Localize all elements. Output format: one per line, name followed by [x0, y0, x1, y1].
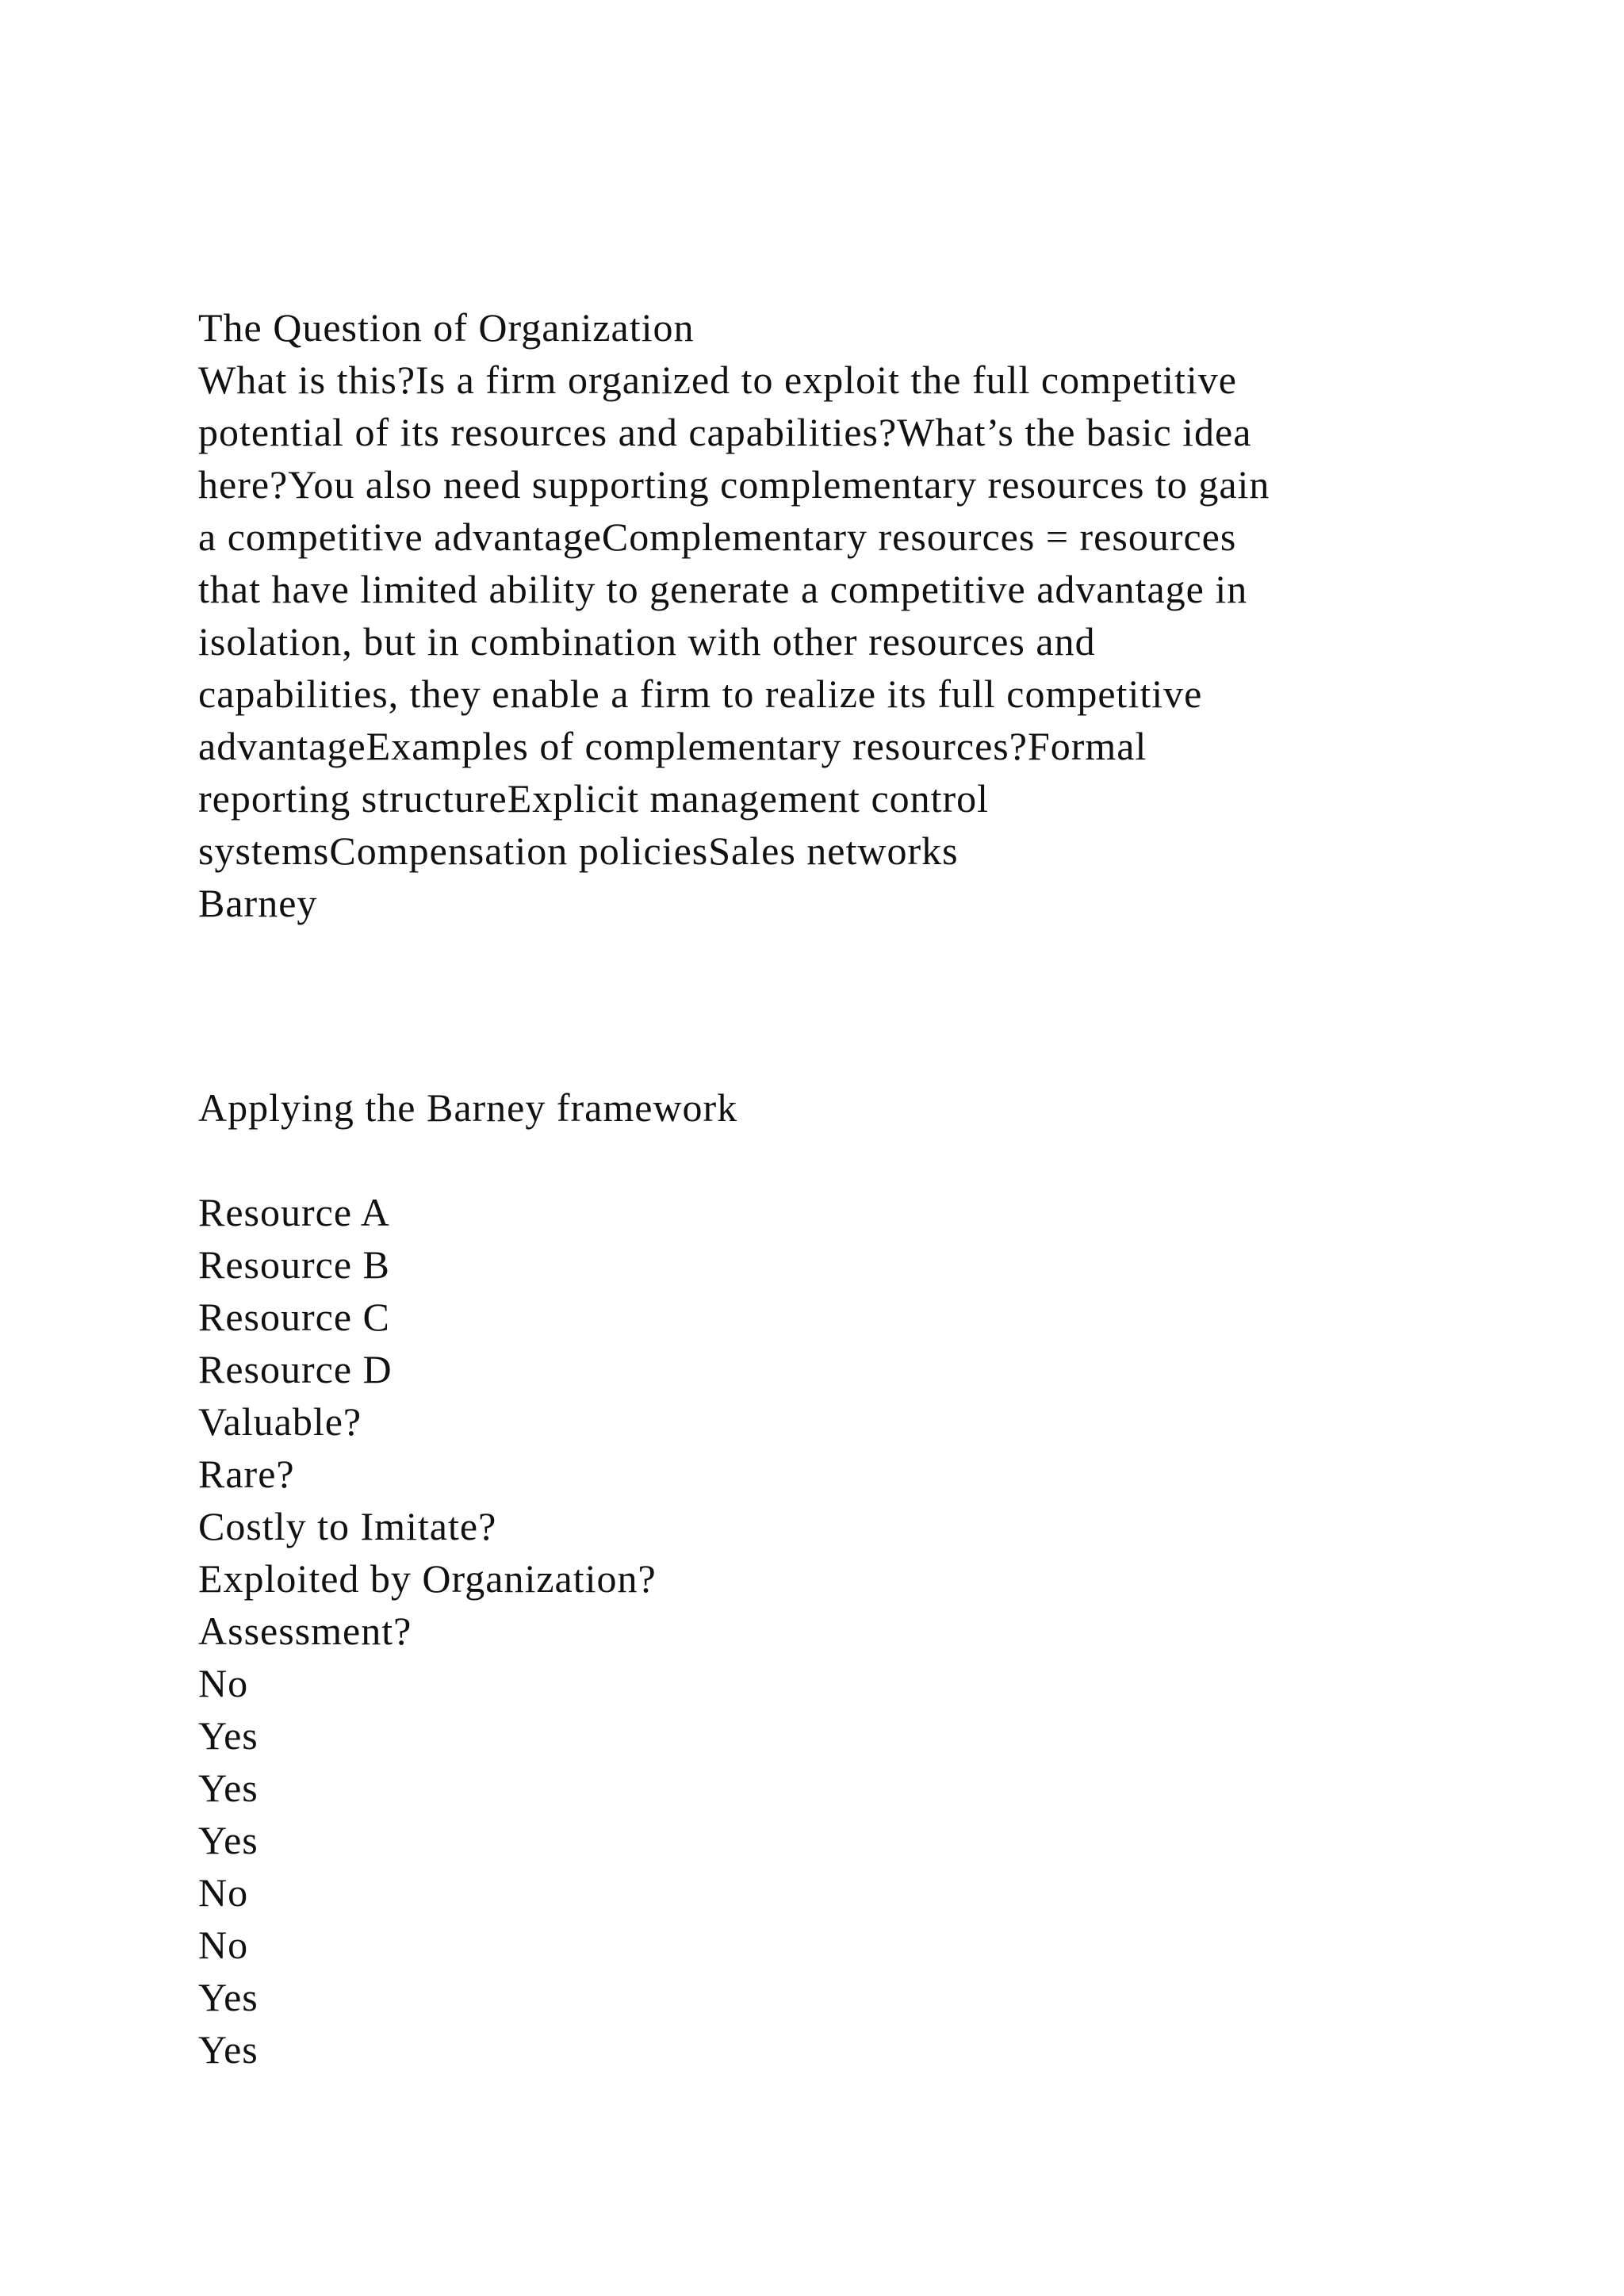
criterion-label: Assessment? [198, 1609, 412, 1653]
body-line: potential of its resources and capabilities?What’s the basic idea [198, 410, 1252, 454]
body-line: reporting structureExplicit management control [198, 776, 990, 821]
answer-value: No [198, 1870, 249, 1915]
framework-table-text [198, 1186, 1483, 2076]
body-line: that have limited ability to generate a competitive advantage in [198, 567, 1248, 611]
resource-label: Resource A [198, 1190, 390, 1234]
criterion-label: Exploited by Organization? [198, 1556, 657, 1601]
body-line: a competitive advantageComplementary resources = resources [198, 515, 1237, 559]
body-line: isolation, but in combination with other resources and [198, 619, 1096, 664]
body-line: What is this?Is a firm organized to exploit the full competitive [198, 358, 1237, 402]
answer-value: Yes [198, 2027, 259, 2072]
framework-heading-section [198, 1081, 1483, 1134]
body-line: here?You also need supporting complementary resources to gain [198, 462, 1270, 507]
framework-heading: Applying the Barney framework [198, 1085, 738, 1130]
resource-label: Resource D [198, 1347, 393, 1391]
source-label: Barney [198, 881, 318, 925]
body-line: capabilities, they enable a firm to realize its full competitive [198, 672, 1203, 716]
answer-value: Yes [198, 1713, 259, 1758]
answer-value: Yes [198, 1975, 259, 2019]
criterion-label: Costly to Imitate? [198, 1504, 497, 1548]
answer-value: No [198, 1661, 249, 1705]
section-title: The Question of Organization [198, 305, 695, 350]
answer-value: Yes [198, 1818, 259, 1862]
body-line: systemsCompensation policiesSales networks [198, 828, 959, 873]
criterion-label: Rare? [198, 1452, 295, 1496]
resource-label: Resource B [198, 1242, 390, 1287]
answer-value: No [198, 1923, 249, 1967]
criterion-label: Valuable? [198, 1399, 362, 1444]
resource-label: Resource C [198, 1295, 390, 1339]
answer-value: Yes [198, 1766, 259, 1810]
body-line: advantageExamples of complementary resources?Formal [198, 724, 1147, 768]
organization-section [198, 301, 1483, 929]
